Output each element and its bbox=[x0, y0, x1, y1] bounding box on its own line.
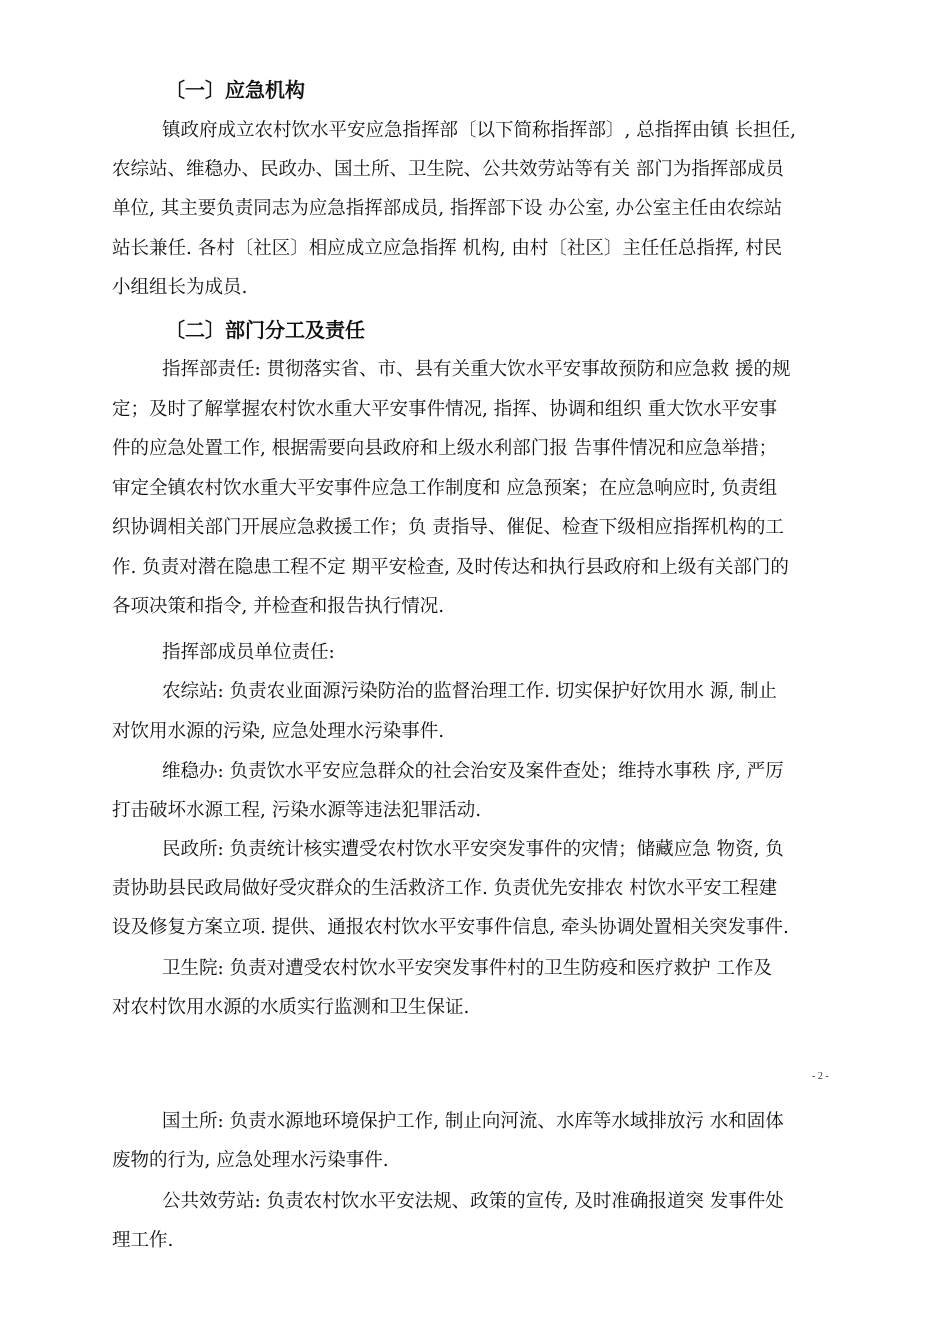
paragraph-line: 审定全镇农村饮水重大平安事件应急工作制度和 应急预案；在应急响应时, 负责组 bbox=[112, 478, 778, 499]
paragraph-line: 镇政府成立农村饮水平安应急指挥部〔以下简称指挥部〕, 总指挥由镇 长担任, bbox=[162, 120, 797, 141]
paragraph-line: 小组组长为成员. bbox=[112, 277, 248, 298]
paragraph-line: 单位, 其主要负责同志为应急指挥部成员, 指挥部下设 办公室, 办公室主任由农综站 bbox=[112, 198, 783, 219]
paragraph-line: 农综站、维稳办、民政办、国土所、卫生院、公共效劳站等有关 部门为指挥部成员 bbox=[112, 159, 784, 180]
paragraph-line: 件的应急处置工作, 根据需要向县政府和上级水利部门报 告事件情况和应急举措； bbox=[112, 438, 778, 459]
paragraph-line: 作. 负责对潜在隐患工程不定 期平安检查, 及时传达和执行县政府和上级有关部门的 bbox=[112, 557, 789, 578]
paragraph-line: 责协助县民政局做好受灾群众的生活救济工作. 负责优先安排农 村饮水平安工程建 bbox=[112, 878, 778, 899]
paragraph-line: 定；及时了解掌握农村饮水重大平安事件情况, 指挥、协调和组织 重大饮水平安事 bbox=[112, 399, 778, 420]
paragraph-line: 维稳办: 负责饮水平安应急群众的社会治安及案件查处；维持水事秩 序, 严厉 bbox=[162, 761, 784, 782]
paragraph-line: 设及修复方案立项. 提供、通报农村饮水平安事件信息, 牵头协调处置相关突发事件. bbox=[112, 917, 789, 938]
paragraph-line: 农综站: 负责农业面源污染防治的监督治理工作. 切实保护好饮用水 源, 制止 bbox=[162, 681, 778, 702]
paragraph-line: 民政所: 负责统计核实遭受农村饮水平安突发事件的灾情；储藏应急 物资, 负 bbox=[162, 839, 784, 860]
paragraph-line: 指挥部责任: 贯彻落实省、市、县有关重大饮水平安事故预防和应急救 援的规 bbox=[162, 359, 791, 380]
paragraph-line: 公共效劳站: 负责农村饮水平安法规、政策的宣传, 及时准确报道突 发事件处 bbox=[162, 1191, 784, 1212]
paragraph-line: 站长兼任. 各村〔社区〕相应成立应急指挥 机构, 由村〔社区〕主任任总指挥, 村民 bbox=[112, 238, 783, 259]
paragraph-line: 卫生院: 负责对遭受农村饮水平安突发事件村的卫生防疫和医疗救护 工作及 bbox=[162, 958, 772, 979]
paragraph-line: 指挥部成员单位责任: bbox=[162, 642, 335, 663]
paragraph-line: 打击破坏水源工程, 污染水源等违法犯罪活动. bbox=[112, 800, 482, 821]
paragraph-line: 各项决策和指令, 并检查和报告执行情况. bbox=[112, 596, 445, 617]
paragraph-line: 国土所: 负责水源地环境保护工作, 制止向河流、水库等水域排放污 水和固体 bbox=[162, 1111, 784, 1132]
paragraph-line: 废物的行为, 应急处理水污染事件. bbox=[112, 1150, 389, 1171]
paragraph-line: 对饮用水源的污染, 应急处理水污染事件. bbox=[112, 721, 445, 742]
paragraph-line: 织协调相关部门开展应急救援工作；负 责指导、催促、检查下级相应指挥机构的工 bbox=[112, 517, 784, 538]
paragraph-line: 理工作. bbox=[112, 1230, 174, 1251]
section-heading-division-of-duties: 〔二〕部门分工及责任 bbox=[165, 318, 365, 342]
paragraph-line: 对农村饮用水源的水质实行监测和卫生保证. bbox=[112, 997, 470, 1018]
page-number: - 2 - bbox=[812, 1071, 829, 1082]
section-heading-emergency-organization: 〔一〕应急机构 bbox=[165, 78, 305, 102]
